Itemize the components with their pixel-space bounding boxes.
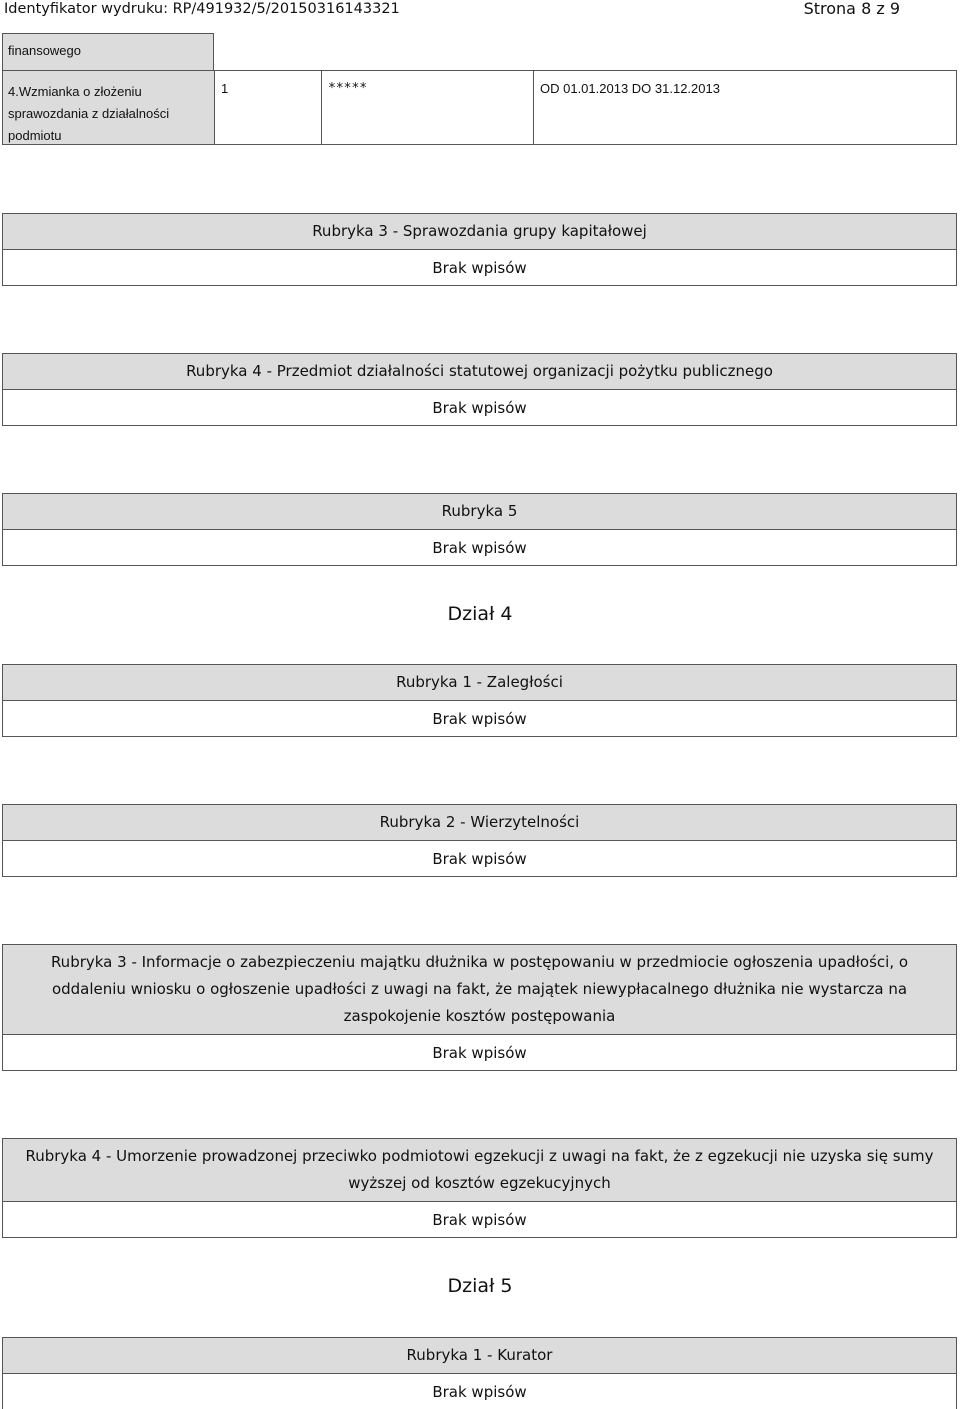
rubryka-body: Brak wpisów bbox=[432, 709, 527, 728]
section-heading-dzial-5: Dział 5 bbox=[447, 1275, 513, 1297]
rubryka-title: Rubryka 5 bbox=[3, 494, 956, 530]
carryover-cell: finansowego bbox=[2, 33, 214, 70]
entry-label: 4.Wzmianka o złożeniu sprawozdania z działalności podmiotu bbox=[3, 71, 215, 144]
entry-period: OD 01.01.2013 DO 31.12.2013 bbox=[540, 81, 720, 96]
rubryka-body: Brak wpisów bbox=[432, 1043, 527, 1062]
section-heading-dzial-4: Dział 4 bbox=[447, 603, 513, 625]
rubryka-title: Rubryka 3 - Sprawozdania grupy kapitałowej bbox=[3, 214, 956, 250]
dzial4-rubryka-2-box bbox=[2, 804, 957, 877]
print-identifier: Identyfikator wydruku: RP/491932/5/20150316143321 bbox=[4, 1, 400, 17]
rubryka-title: Rubryka 2 - Wierzytelności bbox=[3, 805, 956, 841]
rubryka-body: Brak wpisów bbox=[432, 398, 527, 417]
rubryka-title: Rubryka 3 - Informacje o zabezpieczeniu majątku dłużnika w postępowaniu w przedmiocie ogłoszenia upadłości, o oddaleniu wniosku o ogłoszenie upadłości z uwagi na fakt, że majątek niewypłacalnego dłużnika nie wystarcza na zaspokojenie kosztów postępowania bbox=[3, 945, 956, 1035]
rubryka-body: Brak wpisów bbox=[432, 1382, 527, 1401]
rubryka-4-box bbox=[2, 353, 957, 426]
rubryka-body: Brak wpisów bbox=[432, 1210, 527, 1229]
entry-stars: ***** bbox=[322, 71, 534, 144]
dzial4-rubryka-3-box bbox=[2, 944, 957, 1071]
dzial4-rubryka-4-box bbox=[2, 1138, 957, 1238]
rubryka-3-box bbox=[2, 213, 957, 286]
rubryka-title: Rubryka 4 - Przedmiot działalności statutowej organizacji pożytku publicznego bbox=[3, 354, 956, 390]
page-number: Strona 8 z 9 bbox=[803, 0, 900, 18]
dzial4-rubryka-1-box bbox=[2, 664, 957, 737]
entry-row bbox=[2, 70, 957, 145]
dzial5-rubryka-1-box bbox=[2, 1337, 957, 1409]
rubryka-5-box bbox=[2, 493, 957, 566]
rubryka-body: Brak wpisów bbox=[432, 849, 527, 868]
rubryka-title: Rubryka 1 - Zaległości bbox=[3, 665, 956, 701]
rubryka-title: Rubryka 1 - Kurator bbox=[3, 1338, 956, 1374]
entry-number: 1 bbox=[215, 71, 322, 144]
rubryka-body: Brak wpisów bbox=[432, 538, 527, 557]
rubryka-title: Rubryka 4 - Umorzenie prowadzonej przeciwko podmiotowi egzekucji z uwagi na fakt, że z egzekucji nie uzyska się sumy wyższej od kosztów egzekucyjnych bbox=[3, 1139, 956, 1202]
rubryka-body: Brak wpisów bbox=[432, 258, 527, 277]
